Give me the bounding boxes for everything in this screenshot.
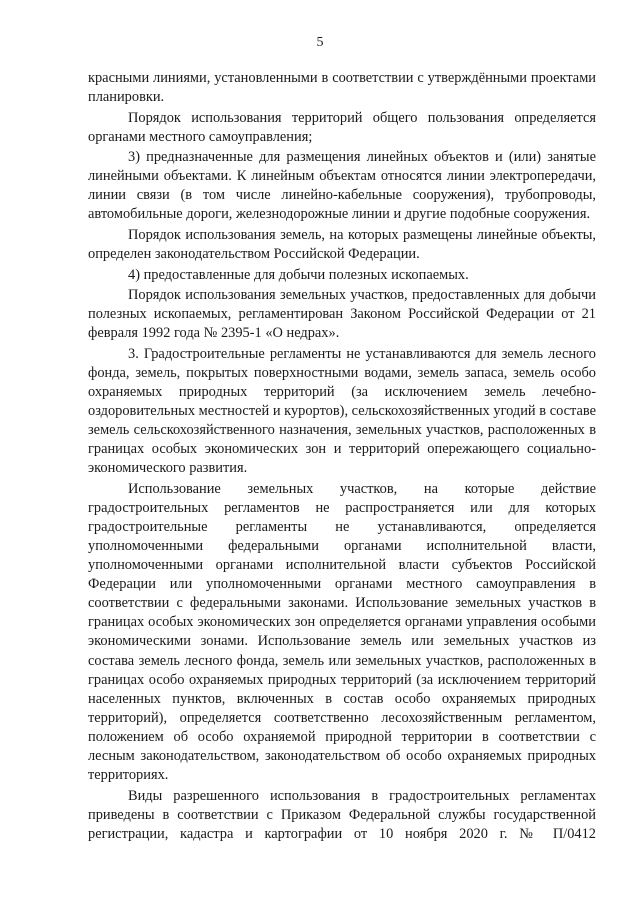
paragraph-2: Порядок использования территорий общего пользования определяется органами местного самоуправления;	[88, 109, 596, 145]
paragraph-4: Порядок использования земель, на которых размещены линейные объекты, определен законодательством Российской Федерации.	[88, 226, 596, 263]
paragraph-7: 3. Градостроительные регламенты не устанавливаются для земель лесного фонда, земель, покрытых поверхностными водами, земель запаса, земель особо охраняемых природных территорий (за исключением земель лечебно-оздоровительных местностей и курортов), сельскохозяйственных угодий в составе земель сельскохозяйственного назначения, земельных участков, расположенных в границах особых экономических зон и территорий опережающего социально-экономического развития.	[88, 345, 596, 477]
paragraph-1: красными линиями, установленными в соответствии с утверждёнными проектами планировки.	[88, 70, 596, 106]
paragraph-9: Виды разрешенного использования в градостроительных регламентах приведены в соответствии с Приказом Федеральной службы государственной регистрации, кадастра и картографии от 10 ноября 2020 г. № П/0412	[88, 787, 596, 842]
paragraph-3: 3) предназначенные для размещения линейных объектов и (или) занятые линейными объектами. К линейным объектам относятся линии электропередачи, линии связи (в том числе линейно-кабельные сооружения), трубопроводы, автомобильные дороги, железнодорожные линии и другие подобные сооружения.	[88, 149, 596, 223]
document-body	[88, 69, 596, 845]
paragraph-5: 4) предоставленные для добычи полезных ископаемых.	[128, 266, 469, 283]
paragraph-8: Использование земельных участков, на которые действие градостроительных регламентов не распространяется или для которых градостроительные регламенты не устанавливаются, определяется уполномоченными федеральными органами исполнительной власти, уполномоченными органами исполнительной власти субъектов Российской Федерации или уполномоченными органами местного самоуправления в соответствии с федеральными законами. Использование земельных участков в границах особых экономических зон определяется органами управления особыми экономическими зонами. Использование земель или земельных участков из состава земель лесного фонда, земель или земельных участков, расположенных в границах особо охраняемых природных территорий (за исключением территорий населенных пунктов, включенных в состав особо охраняемых природных территорий), определяется соответственно лесохозяйственным регламентом, положением об особо охраняемой природной территории в соответствии с лесным законодательством, законодательством об особо охраняемых природных территориях.	[88, 480, 596, 784]
paragraph-6: Порядок использования земельных участков, предоставленных для добычи полезных ископаемых, регламентирован Законом Российской Федерации от 21 февраля 1992 года № 2395-1 «О недрах».	[88, 286, 596, 342]
page-number: 5	[316, 35, 324, 50]
